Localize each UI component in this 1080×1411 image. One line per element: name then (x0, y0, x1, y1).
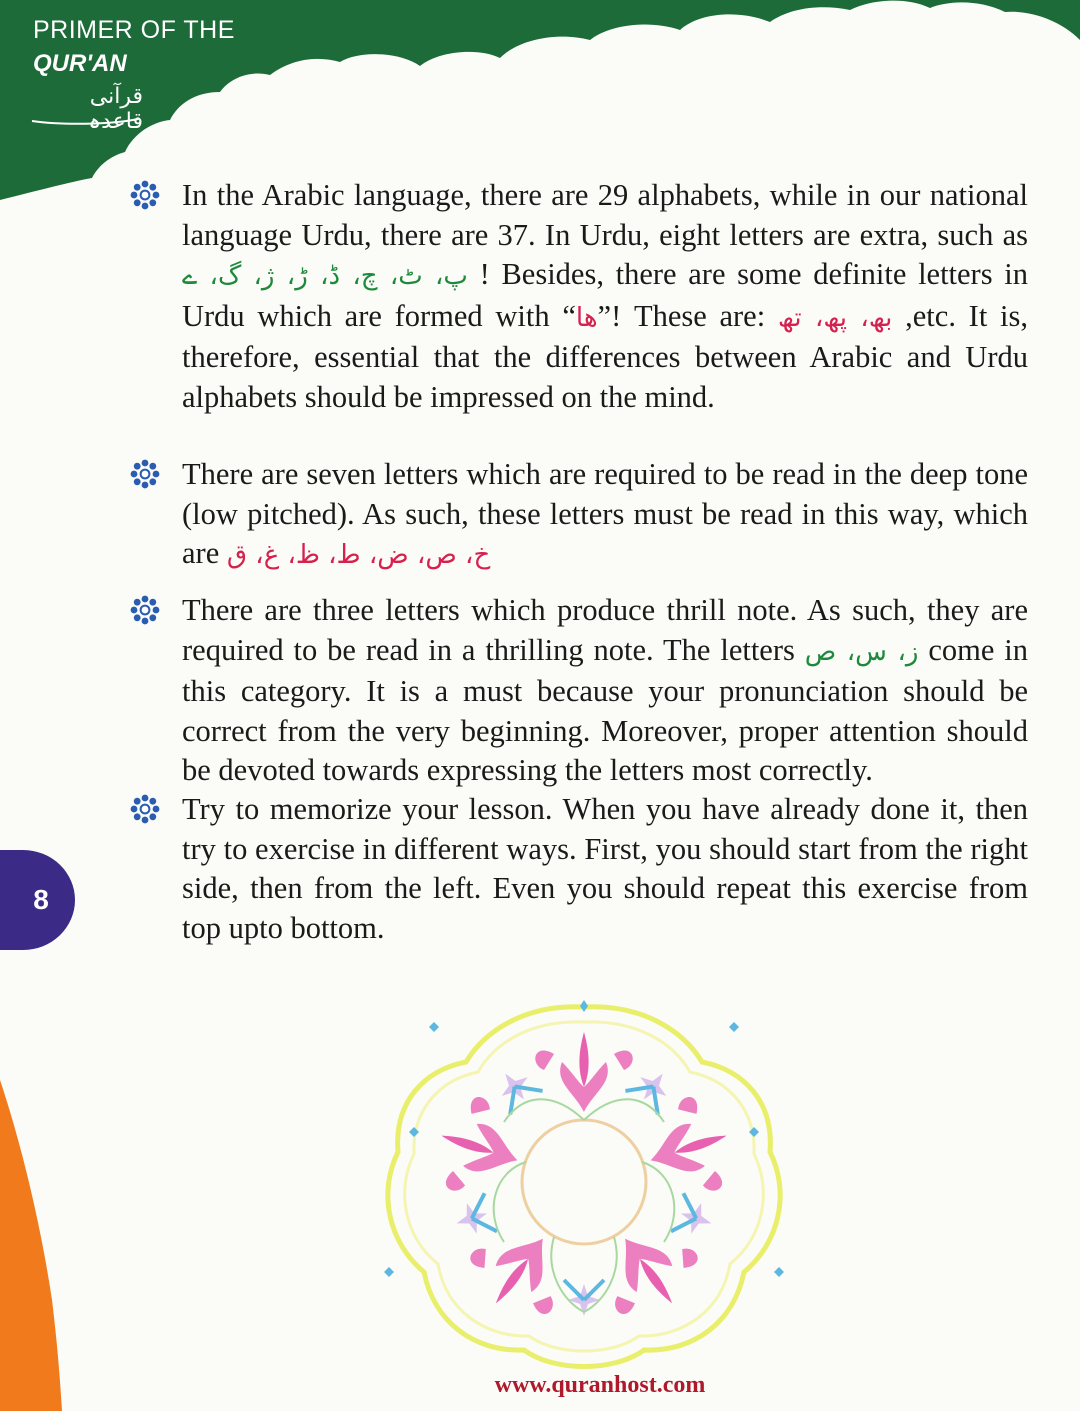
urdu-extra-letters: پ، ٹ، چ، ڈ، ڑ، ژ، گ، ے (182, 261, 468, 291)
book-title-line1: PRIMER OF THE (33, 16, 235, 44)
flower-bullet-icon (128, 457, 162, 491)
text-segment: There are three letters which produce thrill note. As such, they are required to be read in a thrilling note. The letters (182, 593, 1028, 667)
text-segment: ”! These are: (597, 298, 778, 333)
text-segment: come in this category. It is a must because your pronunciation should be correct from the very beginning. Moreover, proper attention should be devoted towards expressing the letters most correctly. (182, 632, 1029, 787)
book-title-line2: QUR'AN (33, 50, 127, 77)
bullet-text-4 (182, 790, 1028, 948)
text-segment: There are seven letters which are required to be read in the deep tone (low pitched). As such, these letters must be read in this way, which are (182, 457, 1028, 570)
urdu-deep-tone-letters: خ، ص، ض، ط، ظ، غ، ق (226, 540, 491, 570)
text-segment: Try to memorize your lesson. When you have already done it, then try to exercise in different ways. First, you should start from the right side, then from the left. Even you should repeat this exercise from top upto bottom. (182, 792, 1028, 945)
floral-rosette-icon (378, 992, 790, 1372)
bullet-text-1 (182, 176, 1028, 417)
text-segment: ,etc. It is, therefore, essential that the differences between Arabic and Urdu alphabets should be impressed on the mind. (182, 298, 1028, 414)
book-title-urdu: قرآنی قاعدہ (88, 84, 143, 134)
flower-bullet-icon (128, 178, 162, 212)
flower-bullet-icon (128, 593, 162, 627)
text-segment: In the Arabic language, there are 29 alphabets, while in our national language Urdu, there are 37. In Urdu, eight letters are extra, such as (182, 178, 1028, 252)
flower-bullet-icon (128, 792, 162, 826)
orange-side-swoosh (0, 1080, 80, 1411)
text-segment: ! Besides, there are some definite letters in Urdu which are formed with “ (182, 257, 1028, 333)
website-url[interactable]: www.quranhost.com (494, 1372, 706, 1398)
urdu-aspirated-letters: بھ، پھ، تھ (777, 302, 893, 333)
page-number: 8 (33, 884, 49, 915)
bullet-text-2 (182, 455, 1028, 576)
bullet-text-3 (182, 591, 1028, 791)
title-underline-swash (30, 116, 140, 126)
urdu-thrill-letters: ز، س، ص (804, 636, 919, 667)
urdu-ha-letter: ھا (575, 302, 598, 333)
